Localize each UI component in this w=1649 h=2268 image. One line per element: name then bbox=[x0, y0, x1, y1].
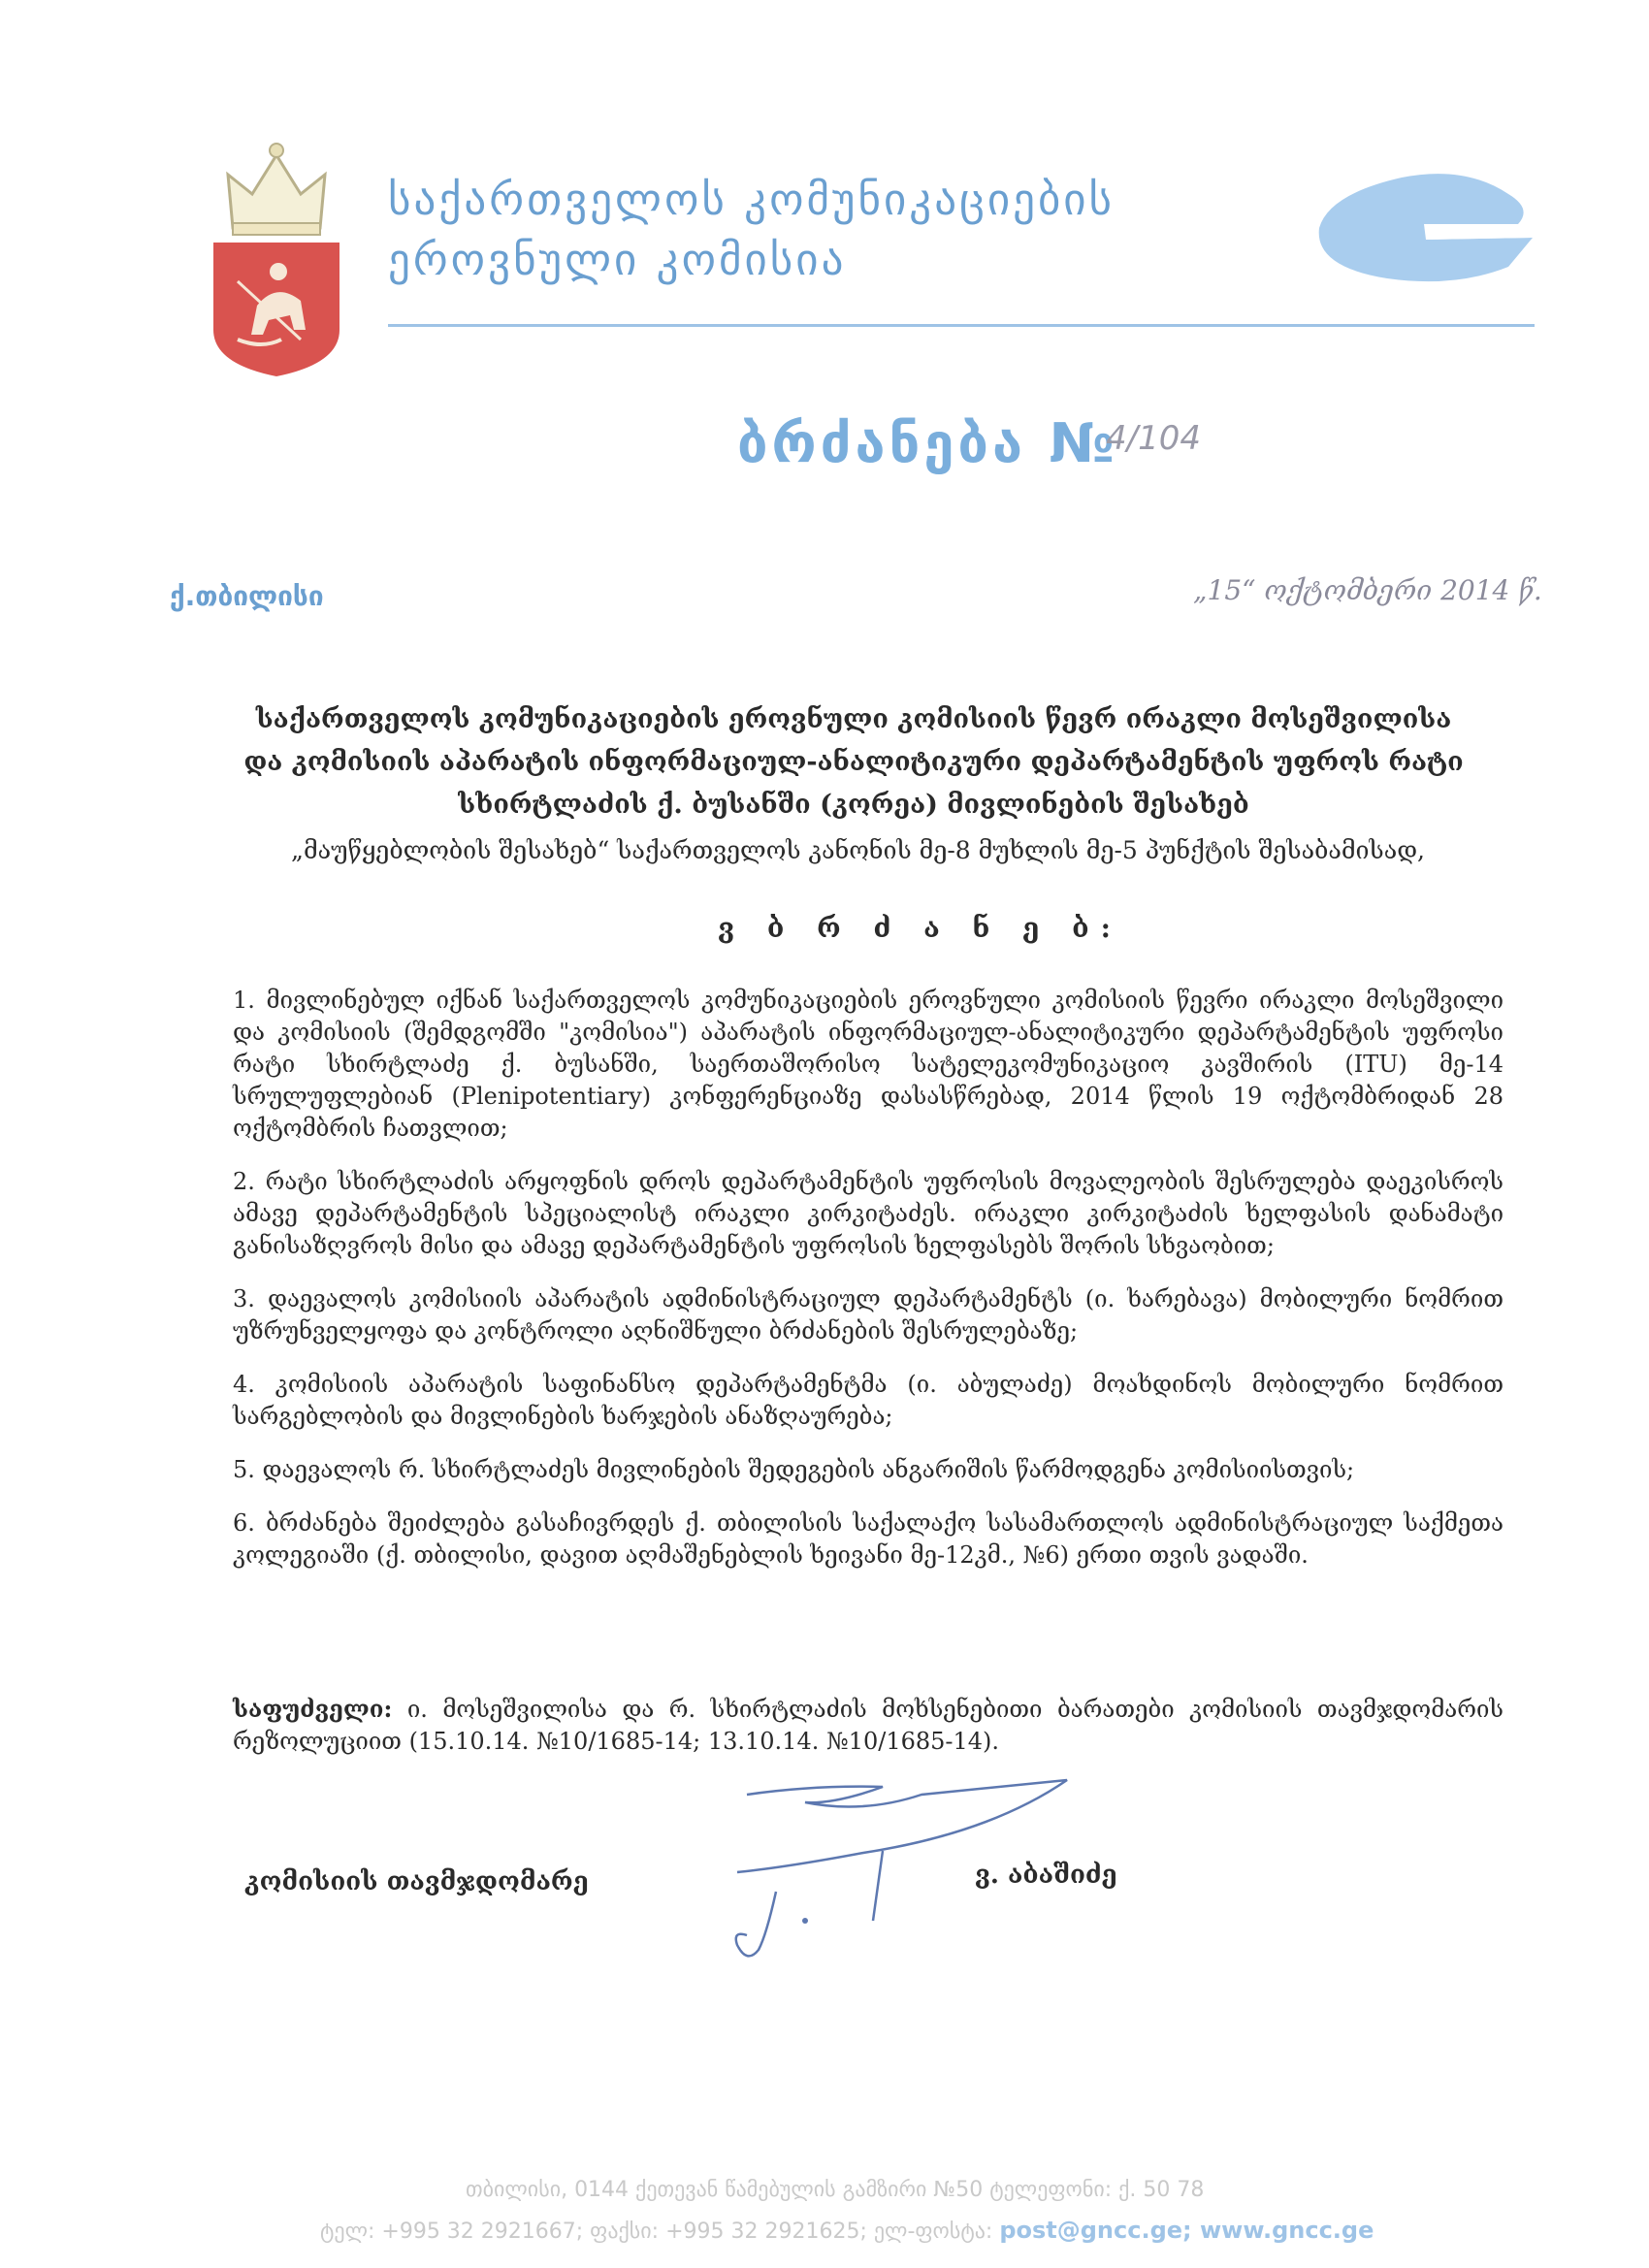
footer-phones: ტელ: +995 32 2921667; ფაქსი: +995 32 2921625; ელ-ფოსტა: bbox=[320, 2219, 993, 2244]
order-item-1: 1. მივლინებულ იქნან საქართველოს კომუნიკაციების ეროვნული კომისიის წევრი ირაკლი მოსეშვილი და კომისიის (შემდგომში "კომისია") აპარატის ინფორმაციულ-ანალიტიკური დეპარტამენტის უფროსი რატი სხირტლაძე ქ. ბუსანში, საერთაშორისო სატელეკომუნიკაციო კავშირის (ITU) მე-14 სრულუფლებიან (Plenipotentiary) კონფერენციაზე დასასწრებად, 2014 წლის 19 ოქტომბრიდან 28 ოქტომბრის ჩათვლით; bbox=[233, 987, 1504, 1142]
gncc-logo-icon bbox=[1310, 170, 1542, 286]
signatory-name: ვ. აბაშიძე bbox=[975, 1861, 1117, 1890]
order-title: ბრძანება № bbox=[737, 412, 1118, 475]
order-item-6: 6. ბრძანება შეიძლება გასაჩივრდეს ქ. თბილისის საქალაქო სასამართლოს ადმინისტრაციულ საქმეთა კოლეგიაში (ქ. თბილისი, დავით აღმაშენებლის ხეივანი მე-12კმ., №6) ერთი თვის ვადაში. bbox=[233, 1509, 1504, 1569]
order-item-5: 5. დაევალოს რ. სხირტლაძეს მივლინების შედეგების ანგარიშის წარმოდგენა კომისიისთვის; bbox=[233, 1456, 1355, 1483]
order-preamble: „მაუწყებლობის შესახებ“ საქართველოს კანონის მე-8 მუხლის მე-5 პუნქტის შესაბამისად, bbox=[291, 836, 1426, 864]
order-number: 4/104 bbox=[1106, 419, 1201, 458]
organization-name bbox=[388, 170, 1261, 290]
order-item-4: 4. კომისიის აპარატის საფინანსო დეპარტამენტმა (ი. აბულაძე) მოახდინოს მობილური ნომრით სარგებლობის და მივლინების ხარჯების ანაზღაურება; bbox=[233, 1371, 1504, 1430]
coat-of-arms-icon bbox=[209, 136, 344, 378]
footer-address: თბილისი, 0144 ქეთევან წამებულის გამზირი №50 ტელეფონი: ქ. 50 78 bbox=[466, 2178, 1205, 2202]
basis-paragraph bbox=[233, 1693, 1504, 1758]
org-name-line-1: საქართველოს კომუნიკაციების bbox=[388, 174, 1116, 225]
footer-contacts bbox=[320, 2217, 1374, 2244]
footer-contact-links[interactable]: post@gncc.ge; www.gncc.ge bbox=[999, 2217, 1374, 2244]
place-of-issue: ქ.თბილისი bbox=[170, 580, 324, 612]
order-subject: საქართველოს კომუნიკაციების ეროვნული კომისიის წევრ ირაკლი მოსეშვილისა და კომისიის აპარატის ინფორმაციულ-ანალიტიკური დეპარტამენტის უფროს რატი სხირტლაძის ქ. ბუსანში (კორეა) მივლინების შესახებ bbox=[243, 704, 1464, 820]
order-item-2: 2. რატი სხირტლაძის არყოფნის დროს დეპარტამენტის უფროსის მოვალეობის შესრულება დაეკისროს ამავე დეპარტამენტის სპეციალისტ ირაკლი კირკიტაძეს. ირაკლი კირკიტაძის ხელფასის დანამატი განისაზღვროს მისი და ამავე დეპარტამენტის უფროსის ხელფასებს შორის სხვაობით; bbox=[233, 1168, 1504, 1259]
signatory-title: კომისიის თავმჯდომარე bbox=[244, 1867, 589, 1896]
issue-date: „15“ ოქტომბერი 2014 წ. bbox=[1193, 574, 1542, 606]
basis-text: ი. მოსეშვილისა და რ. სხირტლაძის მოხსენებითი ბარათები კომისიის თავმჯდომარის რეზოლუციით (15.10.14. №10/1685-14; 13.10.14. №10/1685-14). bbox=[233, 1696, 1504, 1755]
order-items bbox=[233, 985, 1504, 1593]
basis-label: საფუძველი: bbox=[233, 1695, 393, 1723]
order-decree-heading: ვ ბ რ ძ ა ნ ე ბ: bbox=[718, 912, 1122, 944]
order-item-3: 3. დაევალოს კომისიის აპარატის ადმინისტრაციულ დეპარტამენტს (ი. ხარებავა) მობილური ნომრით უზრუნველყოფა და კონტროლი აღნიშნული ბრძანების შესრულებაზე; bbox=[233, 1285, 1504, 1345]
org-name-line-2: ეროვნული კომისია bbox=[388, 234, 847, 285]
header-divider bbox=[388, 324, 1535, 327]
